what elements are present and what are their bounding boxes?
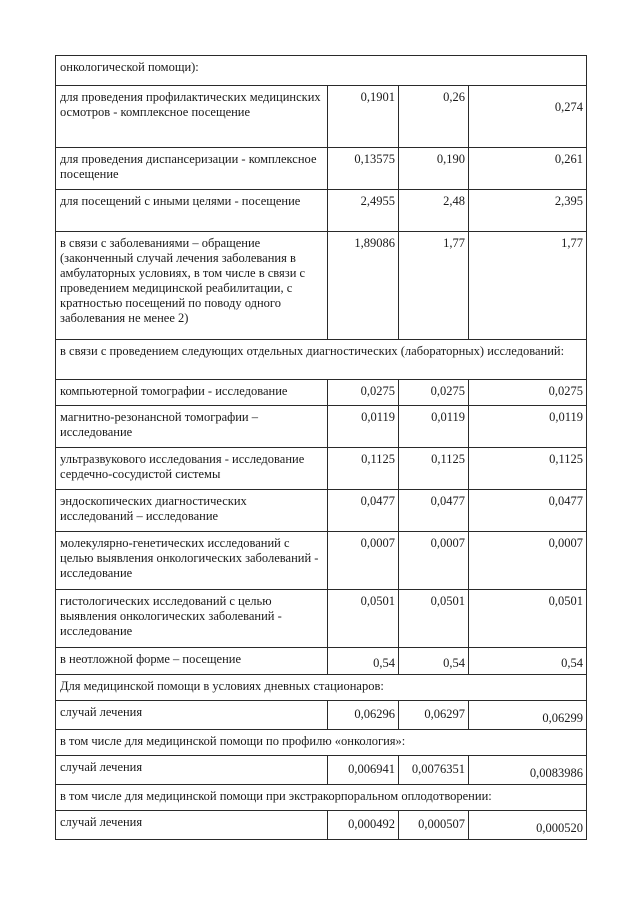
section-row bbox=[56, 730, 587, 756]
value-cell-2: 0,000507 bbox=[399, 811, 469, 840]
section-label: в том числе для медицинской помощи при экстракорпоральном оплодотворении: bbox=[56, 785, 587, 811]
table-row bbox=[56, 448, 587, 490]
value-cell-2: 2,48 bbox=[399, 190, 469, 232]
value-cell-2: 0,1125 bbox=[399, 448, 469, 490]
row-label: в связи с заболеваниями – обращение (законченный случай лечения заболевания в амбулаторных условиях, в том числе в связи с проведением медицинской реабилитации, с кратностью посещений по поводу одного заболевания не менее 2) bbox=[56, 232, 328, 340]
value-cell-3: 0,1125 bbox=[469, 448, 587, 490]
table-row bbox=[56, 756, 587, 785]
section-row bbox=[56, 340, 587, 380]
value-cell-3: 0,06299 bbox=[469, 701, 587, 730]
value-cell-2: 0,0477 bbox=[399, 490, 469, 532]
value-cell-3: 1,77 bbox=[469, 232, 587, 340]
value-cell-3: 0,274 bbox=[469, 86, 587, 148]
value-cell-1: 0,1125 bbox=[328, 448, 399, 490]
table-row bbox=[56, 490, 587, 532]
value-cell-3: 2,395 bbox=[469, 190, 587, 232]
value-cell-2: 0,0501 bbox=[399, 590, 469, 648]
value-cell-1: 0,0119 bbox=[328, 406, 399, 448]
table-row bbox=[56, 590, 587, 648]
row-label: в неотложной форме – посещение bbox=[56, 648, 328, 675]
value-cell-3: 0,0501 bbox=[469, 590, 587, 648]
value-cell-3: 0,0477 bbox=[469, 490, 587, 532]
value-cell-1: 0,06296 bbox=[328, 701, 399, 730]
section-label: Для медицинской помощи в условиях дневных стационаров: bbox=[56, 675, 587, 701]
value-cell-3: 0,0119 bbox=[469, 406, 587, 448]
data-table bbox=[55, 55, 587, 840]
value-cell-1: 0,54 bbox=[328, 648, 399, 675]
value-cell-3: 0,0275 bbox=[469, 380, 587, 406]
value-cell-2: 0,0275 bbox=[399, 380, 469, 406]
section-label: онкологической помощи): bbox=[56, 56, 587, 86]
value-cell-1: 0,0007 bbox=[328, 532, 399, 590]
value-cell-3: 0,0083986 bbox=[469, 756, 587, 785]
table-row bbox=[56, 380, 587, 406]
value-cell-1: 0,006941 bbox=[328, 756, 399, 785]
row-label: эндоскопических диагностических исследований – исследование bbox=[56, 490, 328, 532]
table-row bbox=[56, 232, 587, 340]
row-label: случай лечения bbox=[56, 701, 328, 730]
table-row bbox=[56, 406, 587, 448]
value-cell-1: 0,0275 bbox=[328, 380, 399, 406]
row-label: случай лечения bbox=[56, 756, 328, 785]
value-cell-2: 0,190 bbox=[399, 148, 469, 190]
value-cell-2: 0,26 bbox=[399, 86, 469, 148]
table-row bbox=[56, 532, 587, 590]
row-label: гистологических исследований с целью выявления онкологических заболеваний - исследование bbox=[56, 590, 328, 648]
row-label: компьютерной томографии - исследование bbox=[56, 380, 328, 406]
section-row bbox=[56, 675, 587, 701]
value-cell-2: 1,77 bbox=[399, 232, 469, 340]
table-row bbox=[56, 86, 587, 148]
table-row bbox=[56, 148, 587, 190]
row-label: для проведения диспансеризации - комплексное посещение bbox=[56, 148, 328, 190]
row-label: молекулярно-генетических исследований с целью выявления онкологических заболеваний - исследование bbox=[56, 532, 328, 590]
table-row bbox=[56, 190, 587, 232]
row-label: случай лечения bbox=[56, 811, 328, 840]
value-cell-2: 0,06297 bbox=[399, 701, 469, 730]
value-cell-3: 0,54 bbox=[469, 648, 587, 675]
value-cell-1: 1,89086 bbox=[328, 232, 399, 340]
value-cell-2: 0,0007 bbox=[399, 532, 469, 590]
value-cell-2: 0,0119 bbox=[399, 406, 469, 448]
value-cell-1: 0,1901 bbox=[328, 86, 399, 148]
value-cell-2: 0,54 bbox=[399, 648, 469, 675]
section-row bbox=[56, 785, 587, 811]
value-cell-1: 0,13575 bbox=[328, 148, 399, 190]
value-cell-3: 0,000520 bbox=[469, 811, 587, 840]
table-row bbox=[56, 701, 587, 730]
section-row bbox=[56, 56, 587, 86]
data-table-body bbox=[56, 56, 587, 840]
row-label: для проведения профилактических медицинских осмотров - комплексное посещение bbox=[56, 86, 328, 148]
value-cell-1: 0,0477 bbox=[328, 490, 399, 532]
row-label: для посещений с иными целями - посещение bbox=[56, 190, 328, 232]
value-cell-3: 0,261 bbox=[469, 148, 587, 190]
value-cell-1: 2,4955 bbox=[328, 190, 399, 232]
section-label: в том числе для медицинской помощи по профилю «онкология»: bbox=[56, 730, 587, 756]
value-cell-3: 0,0007 bbox=[469, 532, 587, 590]
table-row bbox=[56, 811, 587, 840]
row-label: ультразвукового исследования - исследование сердечно-сосудистой системы bbox=[56, 448, 328, 490]
row-label: магнитно-резонансной томографии – исследование bbox=[56, 406, 328, 448]
value-cell-1: 0,000492 bbox=[328, 811, 399, 840]
section-label: в связи с проведением следующих отдельных диагностических (лабораторных) исследований: bbox=[56, 340, 587, 380]
table-row bbox=[56, 648, 587, 675]
value-cell-1: 0,0501 bbox=[328, 590, 399, 648]
value-cell-2: 0,0076351 bbox=[399, 756, 469, 785]
